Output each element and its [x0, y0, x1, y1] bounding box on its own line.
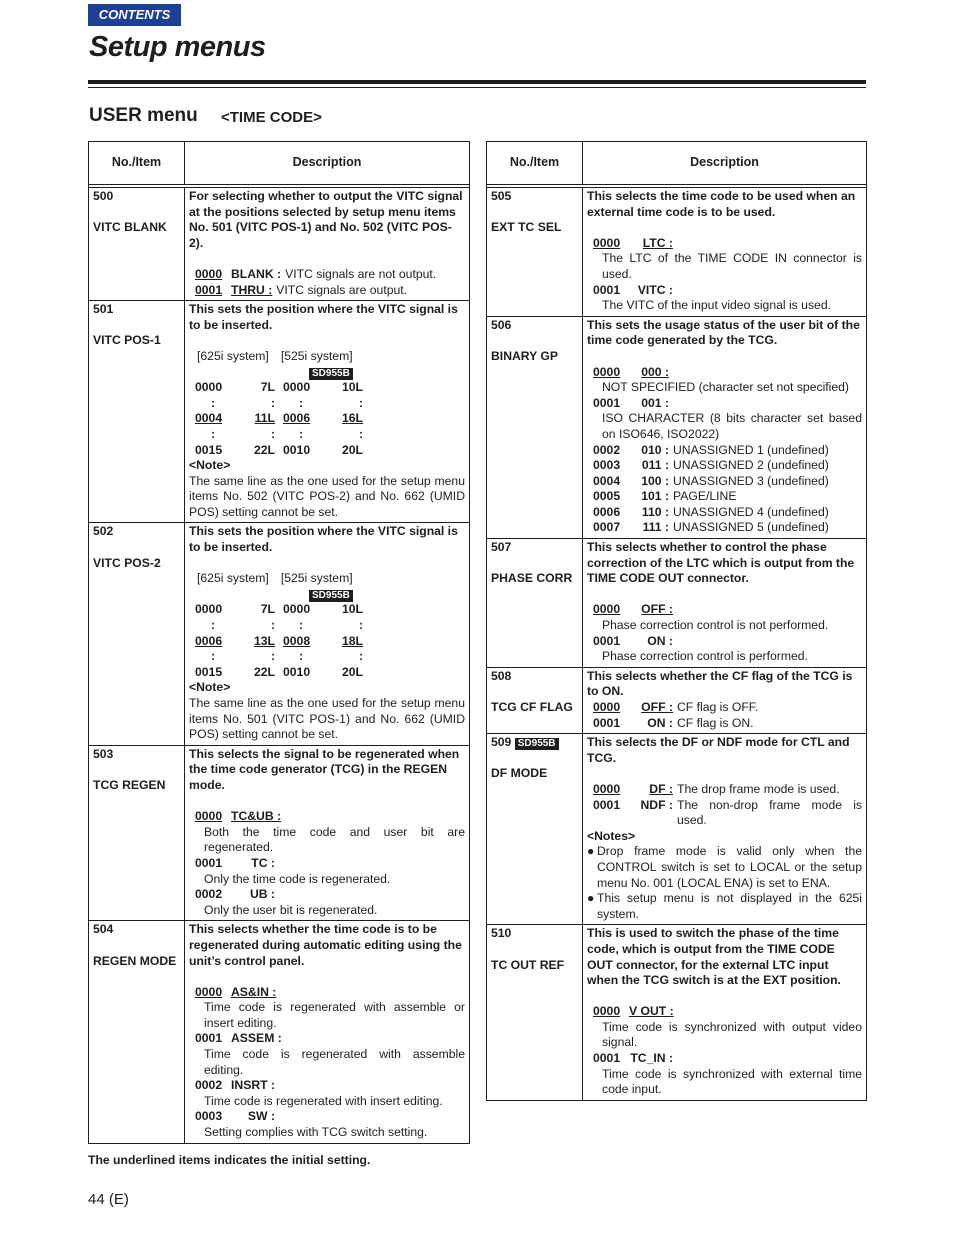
description-cell	[185, 188, 469, 300]
value-line: 22L	[253, 664, 275, 679]
option-code: 0004	[593, 473, 621, 488]
colon: :	[298, 426, 304, 441]
item-number: 508	[491, 668, 512, 683]
option-code: 0001	[195, 282, 223, 297]
item-number: 504	[93, 922, 114, 937]
value-line: 10L	[341, 602, 363, 617]
colon: :	[358, 426, 363, 441]
option-label: BLANK :	[231, 266, 282, 281]
option-text: Setting complies with TCG switch setting.	[204, 1125, 428, 1140]
bullet-icon: ●	[587, 844, 595, 859]
option-text: VITC signals are not output.	[285, 266, 437, 281]
table-row	[89, 188, 469, 301]
option-label: OFF :	[641, 602, 673, 617]
line-values	[189, 665, 465, 681]
value-line: 16L	[341, 411, 363, 426]
option-line	[189, 267, 465, 283]
option-code: 0006	[593, 504, 621, 519]
ellipsis-line	[189, 649, 465, 665]
model-badge: SD955B	[515, 738, 559, 750]
line-values-default	[189, 634, 465, 650]
item-intro: This selects the time code to be used when an external time code is to be used.	[587, 189, 856, 219]
option-text: UNASSIGNED 3 (undefined)	[673, 473, 829, 488]
line-values	[189, 443, 465, 459]
option-code: 0002	[195, 1078, 223, 1093]
header-no-item: No./Item	[487, 142, 583, 184]
option-label: INSRT :	[231, 1078, 276, 1093]
line-values-default	[189, 411, 465, 427]
value-line: 11L	[254, 411, 275, 426]
option-text: The LTC of the TIME CODE IN connector is used.	[602, 251, 862, 281]
title-rule-thick	[88, 80, 866, 84]
bullet-icon: ●	[587, 891, 595, 906]
option-code: 0000	[593, 364, 621, 379]
value-code: 0004	[195, 411, 223, 426]
table-row	[89, 921, 469, 1142]
table-row	[487, 668, 866, 734]
colon: :	[358, 618, 363, 633]
header-no-item: No./Item	[89, 142, 185, 184]
option-line	[587, 602, 862, 618]
item-number-text: 509	[491, 735, 512, 750]
ellipsis-line	[189, 396, 465, 412]
item-intro: For selecting whether to output the VITC signal at the positions selected by setup menu items No. 501 (VITC POS-1) and No. 502 (VITC POS-2).	[189, 189, 463, 250]
table-header	[487, 142, 866, 185]
option-code: 0005	[593, 489, 621, 504]
option-text: UNASSIGNED 5 (undefined)	[673, 520, 829, 535]
option-text: Phase correction control is performed.	[602, 649, 808, 664]
option-line	[587, 489, 862, 505]
note-text: This setup menu is not displayed in the 625i system.	[597, 891, 862, 921]
value-code: 0010	[283, 664, 311, 679]
section-subtitle: <TIME CODE>	[221, 109, 322, 126]
option-code: 0000	[593, 235, 621, 250]
option-line	[189, 809, 465, 825]
option-text: The drop frame mode is used.	[677, 781, 840, 796]
item-number	[491, 735, 578, 751]
option-code: 0001	[593, 282, 621, 297]
note-item	[587, 891, 862, 922]
option-text: NOT SPECIFIED (character set not specified)	[602, 380, 849, 395]
option-text: The non-drop frame mode is used.	[677, 797, 862, 828]
note-text: Drop frame mode is valid only when the CONTROL switch is set to LOCAL or the setup menu No. 001 (LOCAL ENA) is set to ENA.	[597, 844, 862, 890]
description-cell	[583, 925, 866, 1100]
value-code: 0015	[195, 442, 223, 457]
system-625i: [625i system]	[197, 348, 269, 363]
option-label: THRU :	[231, 282, 273, 297]
option-label: 011 :	[641, 458, 669, 473]
table-row	[487, 188, 866, 317]
option-label: SW :	[247, 1109, 275, 1124]
system-headings	[189, 571, 465, 587]
value-code: 0006	[195, 633, 223, 648]
option-code: 0001	[195, 1031, 223, 1046]
contents-button[interactable]: CONTENTS	[88, 4, 181, 26]
option-code: 0003	[593, 458, 621, 473]
system-headings	[189, 349, 465, 365]
option-text: ISO CHARACTER (8 bits character set based on ISO646, ISO2022)	[602, 411, 862, 441]
option-label: UB :	[249, 887, 275, 902]
option-text: Time code is regenerated with assemble editing.	[204, 1047, 465, 1077]
model-badge: SD955B	[309, 368, 353, 380]
option-label: 111 :	[642, 520, 669, 535]
header-description: Description	[292, 155, 362, 170]
item-number: 503	[93, 746, 114, 761]
value-line: 18L	[341, 633, 363, 648]
item-number: 507	[491, 540, 512, 555]
option-line	[587, 505, 862, 521]
option-label: TC_IN :	[630, 1051, 673, 1066]
option-text: UNASSIGNED 2 (undefined)	[673, 458, 829, 473]
note-label: <Note>	[189, 458, 231, 473]
item-cell	[89, 921, 185, 1142]
option-line	[587, 443, 862, 459]
item-number: 501	[93, 302, 114, 317]
option-line	[587, 716, 862, 732]
option-label: ON :	[647, 633, 673, 648]
option-line	[189, 283, 465, 299]
value-code: 0008	[283, 633, 311, 648]
option-text: Time code is synchronized with output video signal.	[602, 1019, 862, 1050]
item-intro: This selects whether the CF flag of the TCG is to ON.	[587, 668, 853, 699]
note-label: <Note>	[189, 680, 231, 695]
description-cell	[583, 317, 866, 538]
table-row	[487, 734, 866, 925]
value-line: 13L	[253, 633, 275, 648]
option-label: ASSEM :	[231, 1031, 282, 1046]
description-cell	[185, 523, 469, 744]
item-intro: This sets the position where the VITC signal is to be inserted.	[189, 302, 458, 332]
option-text: Only the user bit is regenerated.	[204, 902, 378, 917]
option-line	[587, 283, 862, 299]
item-name: EXT TC SEL	[491, 220, 562, 235]
option-text: Time code is regenerated with insert editing.	[204, 1093, 443, 1108]
description-cell	[583, 734, 866, 924]
page-number: 44 (E)	[88, 1191, 129, 1208]
option-line	[587, 520, 862, 536]
value-code: 0010	[283, 442, 311, 457]
option-label: NDF :	[640, 797, 673, 812]
option-text: PAGE/LINE	[673, 489, 737, 504]
item-number: 502	[93, 524, 114, 539]
option-line	[189, 985, 465, 1001]
table-row	[89, 301, 469, 523]
value-code: 0006	[283, 411, 311, 426]
colon: :	[210, 618, 216, 633]
colon: :	[270, 426, 275, 441]
option-line	[189, 1031, 465, 1047]
item-cell	[487, 188, 583, 316]
value-code: 0015	[195, 664, 223, 679]
title-rule-thin	[88, 87, 866, 88]
option-code: 0001	[593, 633, 621, 648]
option-label: OFF :	[641, 700, 673, 714]
option-text: CF flag is OFF.	[677, 700, 759, 714]
option-line	[587, 365, 862, 381]
option-label: 010 :	[641, 442, 669, 457]
option-line	[587, 782, 862, 798]
item-number: 500	[93, 189, 114, 203]
table-header	[89, 142, 469, 185]
colon: :	[210, 426, 216, 441]
option-line	[587, 1051, 862, 1067]
option-line	[587, 236, 862, 252]
item-cell	[89, 188, 185, 300]
item-number: 505	[491, 189, 512, 203]
description-cell	[583, 539, 866, 667]
option-line	[189, 1109, 465, 1125]
option-code: 0000	[593, 781, 621, 796]
table-row	[89, 523, 469, 745]
option-code: 0001	[593, 1051, 621, 1066]
table-row	[487, 539, 866, 668]
header-description: Description	[690, 155, 759, 170]
option-line	[587, 474, 862, 490]
value-line: 7L	[260, 380, 275, 395]
option-text: Phase correction control is not performed.	[602, 618, 829, 633]
option-code: 0000	[593, 602, 621, 617]
item-name: TC OUT REF	[491, 957, 565, 972]
colon: :	[358, 649, 363, 664]
colon: :	[358, 395, 363, 410]
option-label: TC&UB :	[231, 809, 282, 824]
option-text: UNASSIGNED 1 (undefined)	[673, 442, 829, 457]
value-code: 0000	[283, 380, 311, 395]
system-525i: [525i system]	[280, 571, 353, 586]
option-code: 0001	[593, 797, 621, 812]
item-name: DF MODE	[491, 766, 548, 781]
option-line	[189, 887, 465, 903]
option-text: CF flag is ON.	[677, 715, 754, 730]
item-cell	[487, 539, 583, 667]
model-badge: SD955B	[309, 590, 353, 602]
description-cell	[185, 921, 469, 1142]
item-name: VITC POS-1	[93, 333, 161, 348]
option-label: 001 :	[641, 395, 669, 410]
option-text: UNASSIGNED 4 (undefined)	[673, 504, 829, 519]
line-values	[189, 380, 465, 396]
option-line	[189, 1078, 465, 1094]
system-625i: [625i system]	[197, 571, 269, 586]
table-row	[89, 746, 469, 922]
option-line	[587, 396, 862, 412]
item-cell	[487, 925, 583, 1100]
colon: :	[298, 649, 304, 664]
option-code: 0000	[195, 266, 223, 281]
option-text: Both the time code and user bit are regenerated.	[204, 824, 465, 855]
option-label: 100 :	[641, 473, 669, 488]
item-cell	[487, 734, 583, 924]
item-cell	[89, 301, 185, 522]
footnote: The underlined items indicates the initial setting.	[88, 1153, 371, 1167]
colon: :	[270, 395, 275, 410]
option-line	[587, 700, 862, 716]
item-name: BINARY GP	[491, 348, 559, 363]
option-line	[587, 458, 862, 474]
ellipsis-line	[189, 618, 465, 634]
option-label: 110 :	[641, 504, 669, 519]
item-number: 510	[491, 926, 512, 941]
item-name: REGEN MODE	[93, 953, 177, 968]
item-number: 506	[491, 317, 512, 332]
page-title: Setup menus	[89, 31, 266, 63]
option-text: Time code is synchronized with external time code input.	[602, 1066, 862, 1097]
ellipsis-line	[189, 427, 465, 443]
description-cell	[583, 668, 866, 733]
description-cell	[185, 746, 469, 921]
option-code: 0003	[195, 1109, 223, 1124]
item-name: TCG CF FLAG	[491, 700, 573, 714]
description-cell	[583, 188, 866, 316]
option-label: ON :	[647, 715, 673, 730]
option-code: 0007	[593, 520, 621, 535]
colon: :	[270, 649, 275, 664]
table-row	[487, 317, 866, 539]
item-name: VITC BLANK	[93, 220, 167, 235]
system-525i: [525i system]	[280, 348, 353, 363]
option-code: 0000	[593, 700, 621, 714]
colon: :	[210, 395, 216, 410]
option-text: VITC signals are output.	[276, 282, 408, 297]
table-row	[487, 925, 866, 1100]
item-intro: This sets the usage status of the user bit of the time code generated by the TCG.	[587, 317, 860, 348]
option-label: AS&IN :	[231, 984, 277, 999]
option-code: 0000	[195, 984, 223, 999]
option-text: Time code is regenerated with assemble or insert editing.	[204, 1000, 465, 1030]
colon: :	[210, 649, 216, 664]
option-code: 0001	[593, 715, 621, 730]
option-code: 0002	[593, 442, 621, 457]
value-line: 22L	[253, 442, 275, 457]
colon: :	[270, 618, 275, 633]
value-code: 0000	[195, 602, 223, 617]
option-code: 0000	[195, 809, 223, 824]
option-line	[587, 634, 862, 650]
right-table	[486, 141, 867, 1101]
notes-label: <Notes>	[587, 828, 636, 843]
option-code: 0000	[593, 1004, 621, 1019]
option-label: V OUT :	[629, 1004, 674, 1019]
section-title: USER menu	[89, 105, 198, 126]
value-code: 0000	[283, 602, 311, 617]
item-cell	[487, 317, 583, 538]
option-code: 0001	[195, 855, 223, 870]
colon: :	[298, 395, 304, 410]
option-line	[587, 798, 862, 829]
colon: :	[298, 618, 304, 633]
value-line: 10L	[341, 380, 363, 395]
item-name: VITC POS-2	[93, 555, 161, 570]
item-cell	[89, 523, 185, 744]
item-intro: This sets the position where the VITC signal is to be inserted.	[189, 524, 458, 555]
item-cell	[487, 668, 583, 733]
option-label: DF :	[649, 781, 673, 796]
value-line: 7L	[260, 602, 275, 617]
item-name: PHASE CORR	[491, 571, 573, 586]
option-label: 000 :	[641, 364, 669, 379]
option-label: 101 :	[641, 489, 669, 504]
description-cell	[185, 301, 469, 522]
option-line	[587, 1004, 862, 1020]
note-text: The same line as the one used for the setup menu items No. 502 (VITC POS-2) and No. 662 (UMID POS) setting cannot be set.	[189, 473, 465, 519]
option-code: 0002	[195, 887, 223, 902]
note-item	[587, 844, 862, 891]
item-intro: This selects whether the time code is to be regenerated during automatic editing using the unit’s control panel.	[189, 922, 462, 968]
option-line	[189, 856, 465, 872]
option-label: TC :	[251, 855, 275, 870]
item-cell	[89, 746, 185, 921]
note-text: The same line as the one used for the setup menu items No. 501 (VITC POS-1) and No. 662 (UMID POS) setting cannot be set.	[189, 696, 465, 742]
option-text: The VITC of the input video signal is used.	[602, 298, 831, 313]
option-label: LTC :	[642, 235, 673, 250]
item-intro: This selects the signal to be regenerated when the time code generator (TCG) in the REGEN mode.	[189, 746, 460, 792]
value-line: 20L	[341, 664, 363, 679]
value-line: 20L	[341, 442, 363, 457]
item-intro: This is used to switch the phase of the time code, which is output from the TIME CODE OUT connector, for the external LTC input when the TCG switch is at the EXT position.	[587, 926, 841, 988]
option-code: 0001	[593, 395, 621, 410]
option-text: Only the time code is regenerated.	[204, 871, 391, 886]
value-code: 0000	[195, 380, 223, 395]
item-intro: This selects whether to control the phase correction of the LTC which is output from the TIME CODE OUT connector.	[587, 540, 855, 586]
item-name: TCG REGEN	[93, 777, 166, 792]
option-label: VITC :	[637, 282, 673, 297]
line-values	[189, 602, 465, 618]
left-table	[88, 141, 470, 1144]
item-intro: This selects the DF or NDF mode for CTL and TCG.	[587, 735, 850, 765]
